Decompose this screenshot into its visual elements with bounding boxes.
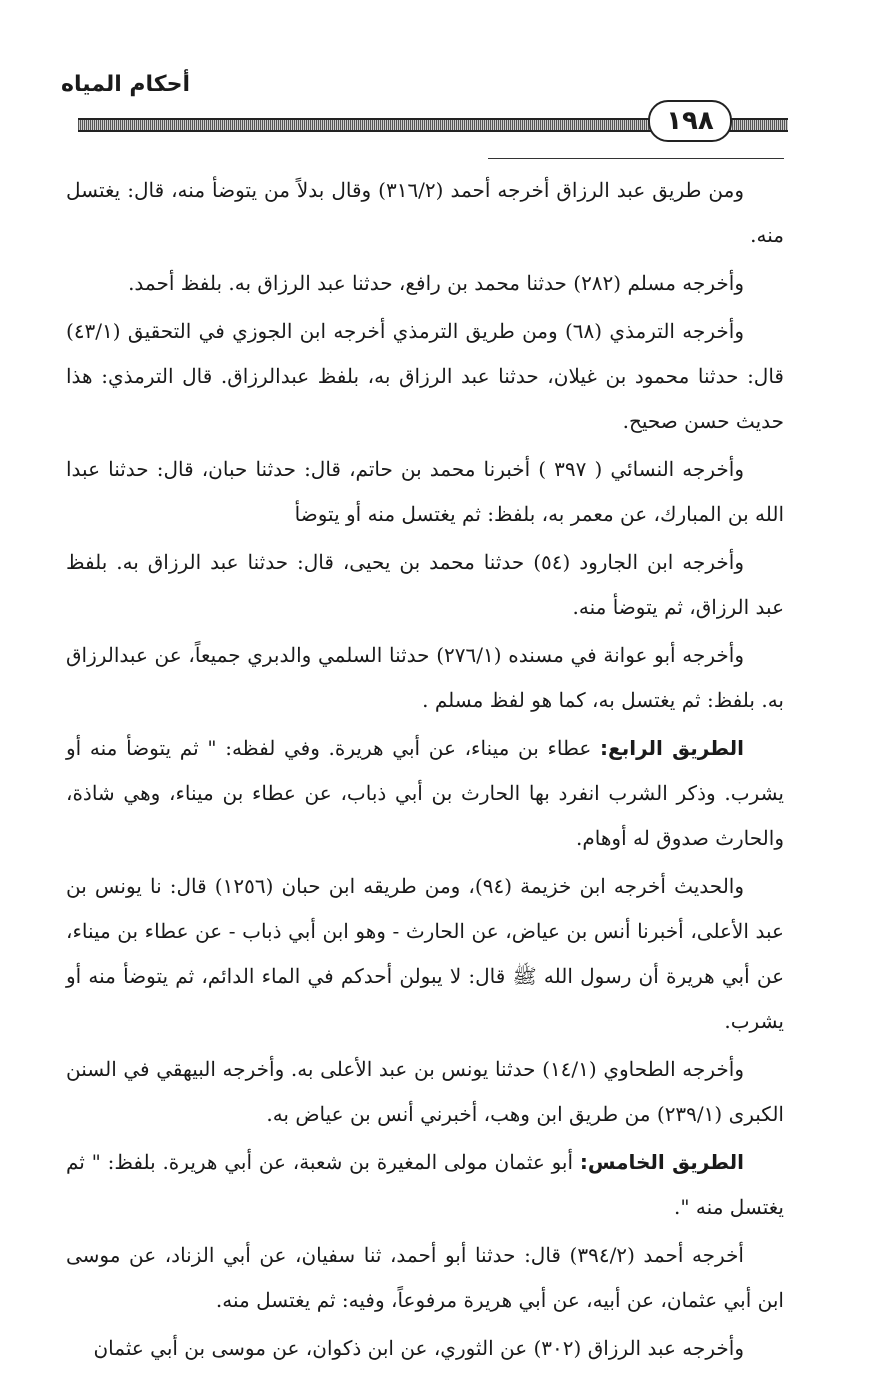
paragraph-text: عطاء بن ميناء، عن أبي هريرة. وفي لفظه: " ثم يتوضأ منه أو يشرب. وذكر الشرب انفرد بها الحارث بن أبي ذباب، عن عطاء بن ميناء، وهي شاذة، والحارث صدوق له أوهام. bbox=[66, 736, 784, 850]
paragraph-text: أبو عثمان مولى المغيرة بن شعبة، عن أبي هريرة. بلفظ: " ثم يغتسل منه ". bbox=[66, 1150, 784, 1219]
paragraph-text: ومن طريق عبد الرزاق أخرجه أحمد (٣١٦/٢) وقال بدلاً من يتوضأ منه، قال: يغتسل منه. bbox=[66, 178, 784, 247]
paragraph bbox=[66, 1140, 784, 1230]
paragraph bbox=[66, 1326, 784, 1371]
paragraph-text: والحديث أخرجه ابن خزيمة (٩٤)، ومن طريقه ابن حبان (١٢٥٦) قال: نا يونس بن عبد الأعلى، أخبرنا أنس بن عياض، عن الحارث - وهو ابن أبي ذباب - عن عطاء بن ميناء، عن أبي هريرة أن رسول الله ﷺ قال: لا يبولن أحدكم في الماء الدائم، ثم يتوضأ منه أو يشرب. bbox=[66, 874, 785, 1033]
section-lead: الطريق الرابع: bbox=[600, 736, 744, 760]
paragraph bbox=[66, 309, 784, 444]
section-lead: الطريق الخامس: bbox=[579, 1150, 744, 1174]
body-text bbox=[66, 168, 784, 1374]
paragraph-text: وأخرجه الطحاوي (١٤/١) حدثنا يونس بن عبد الأعلى به. وأخرجه البيهقي في السنن الكبرى (٢٣٩/١) من طريق ابن وهب، أخبرني أنس بن عياض به. bbox=[66, 1057, 784, 1126]
paragraph bbox=[66, 726, 784, 861]
paragraph bbox=[66, 864, 784, 1044]
paragraph-text: وأخرجه مسلم (٢٨٢) حدثنا محمد بن رافع، حدثنا عبد الرزاق به. بلفظ أحمد. bbox=[128, 271, 744, 295]
paragraph bbox=[66, 1233, 784, 1323]
top-rule bbox=[488, 158, 784, 159]
paragraph-text: وأخرجه الترمذي (٦٨) ومن طريق الترمذي أخرجه ابن الجوزي في التحقيق (٤٣/١) قال: حدثنا محمود بن غيلان، حدثنا عبد الرزاق به، بلفظ عبدالرزاق. قال الترمذي: هذا حديث حسن صحيح. bbox=[66, 319, 784, 433]
paragraph-text: وأخرجه عبد الرزاق (٣٠٢) عن الثوري، عن ابن ذكوان، عن موسى بن أبي عثمان bbox=[93, 1336, 744, 1360]
paragraph-text: وأخرجه ابن الجارود (٥٤) حدثنا محمد بن يحيى، قال: حدثنا عبد الرزاق به. بلفظ عبد الرزاق، ثم يتوضأ منه. bbox=[66, 550, 784, 619]
paragraph bbox=[66, 261, 784, 306]
paragraph bbox=[66, 168, 784, 258]
paragraph-text: وأخرجه أبو عوانة في مسنده (٢٧٦/١) حدثنا السلمي والدبري جميعاً، عن عبدالرزاق به. بلفظ: ثم يغتسل به، كما هو لفظ مسلم . bbox=[66, 643, 784, 712]
paragraph-text: وأخرجه النسائي ( ٣٩٧ ) أخبرنا محمد بن حاتم، قال: حدثنا حبان، قال: حدثنا عبدا الله بن المبارك، عن معمر به، بلفظ: ثم يغتسل منه أو يتوضأ bbox=[66, 457, 784, 526]
paragraph-text: أخرجه أحمد (٣٩٤/٢) قال: حدثنا أبو أحمد، ثنا سفيان، عن أبي الزناد، عن موسى ابن أبي عثمان، عن أبيه، عن أبي هريرة مرفوعاً، وفيه: ثم يغتسل منه. bbox=[66, 1243, 784, 1312]
page-number-badge bbox=[648, 100, 732, 142]
book-title: أحكام المياه bbox=[60, 72, 190, 97]
paragraph bbox=[66, 540, 784, 630]
page-number: ١٩٨ bbox=[666, 106, 714, 136]
paragraph bbox=[66, 633, 784, 723]
paragraph bbox=[66, 447, 784, 537]
paragraph bbox=[66, 1047, 784, 1137]
